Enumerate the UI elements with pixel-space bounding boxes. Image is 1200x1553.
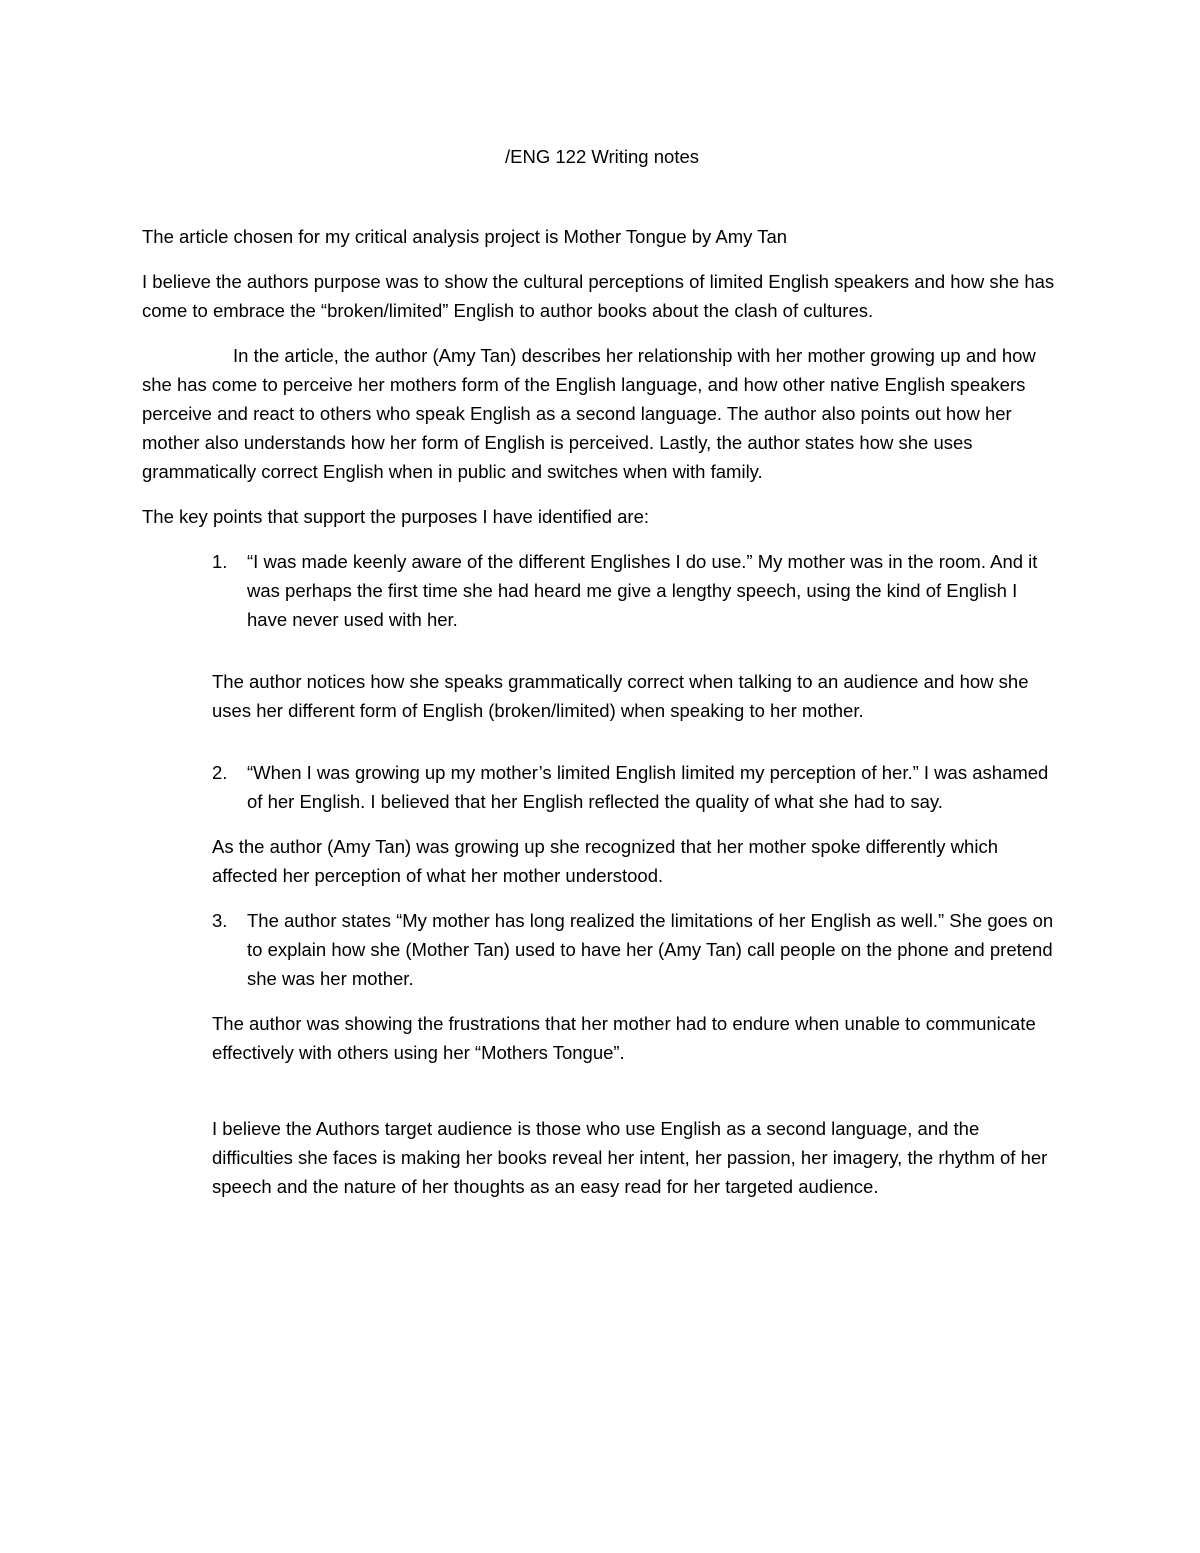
key-points-intro: The key points that support the purposes I have identified are: bbox=[142, 506, 650, 527]
summary-paragraph: In the article, the author (Amy Tan) describes her relationship with her mother growing up and how she has come to perceive her mothers form of the English language, and how other native English speakers perceive and react to others who speak English as a second language. The author also points out how her mother also understands how her form of English is perceived. Lastly, the author states how she uses grammatically correct English when in public and switches when with family. bbox=[142, 345, 1036, 482]
purpose-paragraph: I believe the authors purpose was to show the cultural perceptions of limited English speakers and how she has come to embrace the “broken/limited” English to author books about the clash of cultures. bbox=[142, 271, 1055, 321]
list-item bbox=[142, 758, 1062, 816]
point-explanation: As the author (Amy Tan) was growing up she recognized that her mother spoke differently which affected her perception of what her mother understood. bbox=[212, 836, 998, 886]
document-body bbox=[142, 142, 1062, 1201]
intro-paragraph: The article chosen for my critical analysis project is Mother Tongue by Amy Tan bbox=[142, 226, 788, 247]
document-title: /ENG 122 Writing notes bbox=[505, 146, 699, 167]
list-number: 1. bbox=[212, 551, 228, 572]
list-item bbox=[142, 906, 1062, 993]
audience-paragraph: I believe the Authors target audience is those who use English as a second language, and the difficulties she faces is making her books reveal her intent, her passion, her imagery, the rhythm of her speech and the nature of her thoughts as an easy read for her targeted audience. bbox=[212, 1118, 1048, 1197]
list-item bbox=[142, 547, 1062, 634]
list-quote: The author states “My mother has long realized the limitations of her English as well.” She goes on to explain how she (Mother Tan) used to have her (Amy Tan) call people on the phone and pretend she was her mother. bbox=[247, 910, 1054, 989]
list-quote: “I was made keenly aware of the different Englishes I do use.” My mother was in the room. And it was perhaps the first time she had heard me give a lengthy speech, using the kind of English I have never used with her. bbox=[247, 551, 1038, 630]
list-number: 2. bbox=[212, 762, 228, 783]
list-quote: “When I was growing up my mother’s limited English limited my perception of her.” I was ashamed of her English. I believed that her English reflected the quality of what she had to say. bbox=[247, 762, 1049, 812]
list-number: 3. bbox=[212, 910, 228, 931]
point-explanation: The author was showing the frustrations that her mother had to endure when unable to communicate effectively with others using her “Mothers Tongue”. bbox=[212, 1013, 1036, 1063]
point-explanation: The author notices how she speaks grammatically correct when talking to an audience and how she uses her different form of English (broken/limited) when speaking to her mother. bbox=[212, 671, 1029, 721]
